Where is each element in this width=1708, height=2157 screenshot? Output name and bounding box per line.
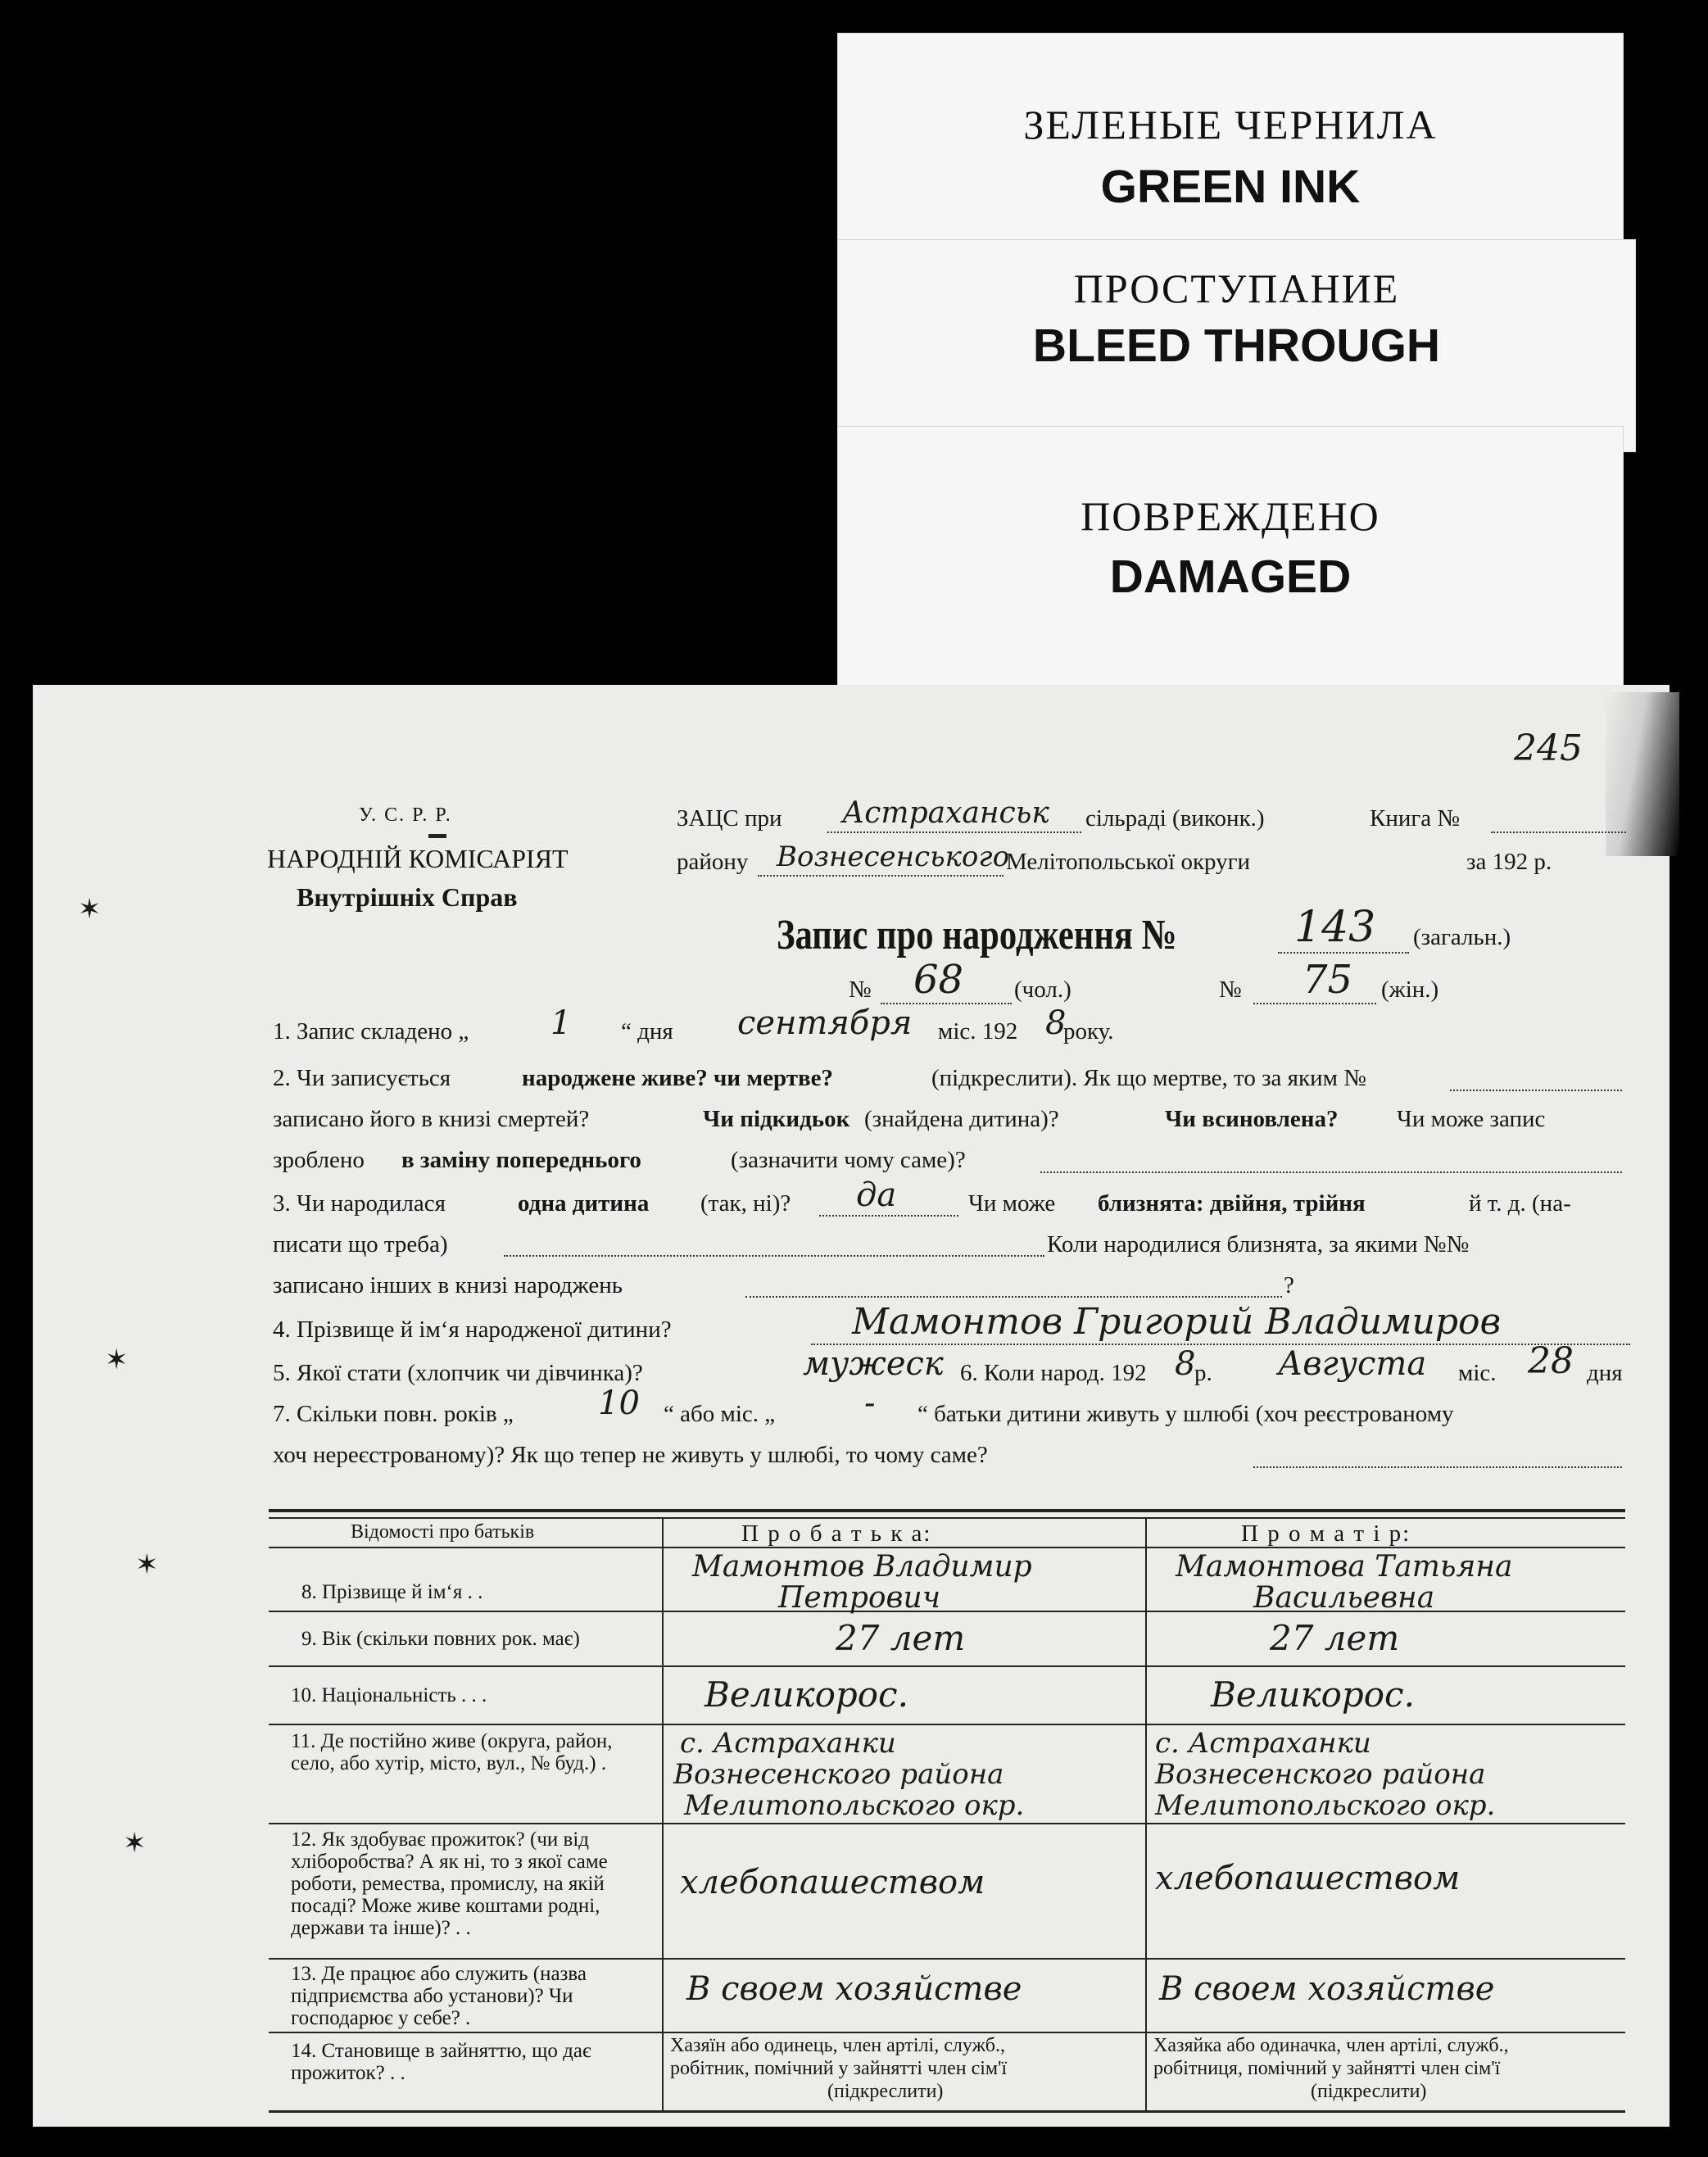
q3-line1-c: (так, ні)? xyxy=(700,1190,791,1217)
q2-line2-c: (знайдена дитина)? xyxy=(864,1106,1059,1132)
raion-prefix: району xyxy=(677,849,749,875)
zags-suffix: сільраді (виконк.) xyxy=(1085,805,1265,832)
father-residence-line3: Мелитопольского окр. xyxy=(684,1789,1025,1822)
table-header-father: П р о б а т ь к а: xyxy=(741,1520,932,1547)
q6-day: 28 xyxy=(1528,1340,1574,1382)
punch-hole-mark: ✶ xyxy=(78,893,102,926)
father-status-line2: робітник, помічний у зайнятті член сім'ї xyxy=(670,2058,1008,2079)
female-number-blank xyxy=(1253,1003,1376,1004)
mother-livelihood: хлебопашеством xyxy=(1155,1860,1461,1897)
q7-line1-b: “ або міс. „ xyxy=(664,1401,776,1427)
female-number-label: (жін.) xyxy=(1381,977,1439,1003)
female-number-sign: № xyxy=(1219,977,1242,1003)
q1-year-digit: 8 xyxy=(1045,1004,1067,1042)
table-header-info: Відомості про батьків xyxy=(351,1521,535,1543)
q1-label-c: міс. 192 xyxy=(938,1018,1018,1045)
punch-hole-mark: ✶ xyxy=(105,1344,129,1376)
mother-nationality: Великорос. xyxy=(1211,1674,1415,1715)
q2-line2-a: записано його в книзі смертей? xyxy=(273,1106,590,1132)
mother-status-line1: Хазяйка або одиначка, член артілі, служб., xyxy=(1153,2035,1509,2056)
header-dash xyxy=(428,834,446,838)
mother-residence-line3: Мелитопольского окр. xyxy=(1155,1789,1496,1822)
female-number: 75 xyxy=(1303,957,1353,1003)
q2-line1-b: народжене живе? чи мертве? xyxy=(522,1065,834,1091)
page-number: 245 xyxy=(1514,727,1583,769)
father-workplace: В своем хозяйстве xyxy=(686,1970,1022,2008)
zags-prefix: ЗАЦС при xyxy=(677,805,782,832)
damaged-label-en: DAMAGED xyxy=(1109,551,1352,603)
record-title: Запис про народження № xyxy=(777,912,1177,958)
damaged-label-ru: ПОВРЕЖДЕНО xyxy=(1081,493,1380,539)
q2-line3-b: в заміну попереднього xyxy=(401,1147,641,1173)
table-header-mother: П р о м а т і р: xyxy=(1241,1520,1411,1547)
q3-line1-b: одна дитина xyxy=(518,1190,650,1217)
q3-line1-d: Чи може xyxy=(968,1190,1056,1217)
table-row-divider xyxy=(269,1665,1625,1667)
q2-line2-e: Чи може запис xyxy=(1397,1106,1546,1132)
header-commissariat: НАРОДНІЙ КОМІСАРІЯТ xyxy=(267,844,569,873)
table-top-border xyxy=(269,1509,1625,1512)
table-row-divider xyxy=(269,1823,1625,1824)
row-label-livelihood: 12. Як здобуває прожиток? (чи від хліборобства? А як ні, то з якої саме роботи, ремества, промислу, на якій посаді? Може живе коштами родні, держави та інше)? . . xyxy=(291,1828,608,1939)
table-bottom-border xyxy=(269,2110,1625,2113)
q3-line2-blank xyxy=(504,1255,1044,1257)
table-row-divider xyxy=(269,1958,1625,1960)
q6-label: 6. Коли народ. 192 xyxy=(960,1360,1147,1386)
q2-line2-d: Чи всиновлена? xyxy=(1165,1106,1339,1132)
q2-line3-blank xyxy=(1040,1171,1622,1173)
q3-line3-b: ? xyxy=(1284,1272,1294,1298)
q7-line2-blank xyxy=(1253,1466,1622,1468)
record-number-suffix: (загальн.) xyxy=(1413,924,1511,950)
row-label-residence: 11. Де постійно живе (округа, район, село, або хутір, місто, вул., № буд.) . xyxy=(291,1730,613,1774)
father-residence-line1: с. Астраханки xyxy=(680,1727,896,1760)
mother-name-line2: Васильевна xyxy=(1253,1581,1435,1615)
q1-label-b: “ дня xyxy=(621,1018,673,1045)
table-column-divider xyxy=(662,1517,664,2110)
header-internal-affairs: Внутрішніх Справ xyxy=(297,882,518,912)
father-age: 27 лет xyxy=(836,1618,966,1658)
male-number-sign: № xyxy=(849,977,872,1003)
q3-line2-b: Коли народилися близнята, за якими №№ xyxy=(1047,1231,1470,1257)
table-column-divider xyxy=(1145,1517,1147,2110)
mother-name-line1: Мамонтова Татьяна xyxy=(1176,1550,1513,1584)
punch-hole-mark: ✶ xyxy=(135,1548,159,1581)
q1-month: сентября xyxy=(737,1004,913,1042)
zags-blank xyxy=(827,832,1081,833)
q3-line1-a: 3. Чи народилася xyxy=(273,1190,446,1217)
raion-value: Вознесенського xyxy=(777,841,1010,873)
row-label-nationality: 10. Національність . . . xyxy=(291,1684,487,1706)
q2-line3-c: (зазначити чому саме)? xyxy=(731,1147,966,1173)
raion-blank xyxy=(758,875,1004,877)
father-status-line3: (підкреслити) xyxy=(827,2081,944,2102)
q4-label: 4. Прізвище й ім‘я народженої дитини? xyxy=(273,1316,672,1343)
q4-answer: Мамонтов Григорий Владимиров xyxy=(852,1301,1502,1343)
punch-hole-mark: ✶ xyxy=(123,1827,147,1860)
mother-residence-line1: с. Астраханки xyxy=(1155,1727,1371,1760)
table-row-divider xyxy=(269,2032,1625,2033)
header-ussr: У. С. Р. Р. xyxy=(359,804,452,826)
green-ink-label-en: GREEN INK xyxy=(1100,161,1361,213)
bleed-through-label-ru: ПРОСТУПАНИЕ xyxy=(1073,265,1400,311)
book-number-label: Книга № xyxy=(1370,805,1461,832)
q1-label-d: року. xyxy=(1063,1018,1114,1045)
father-nationality: Великорос. xyxy=(704,1674,908,1715)
raion-year: за 192 р. xyxy=(1466,849,1552,875)
mother-status-line2: робітниця, помічний у зайнятті член сім'ї xyxy=(1153,2058,1501,2079)
table-row-divider xyxy=(269,1724,1625,1725)
row-label-occupation-status: 14. Становище в зайняттю, що дає прожиток? . . xyxy=(291,2040,591,2084)
bleed-through-label xyxy=(837,239,1636,452)
row-label-workplace: 13. Де працює або служить (назва підприємства або установи)? Чи господарює у себе? . xyxy=(291,1963,587,2029)
record-number-blank xyxy=(1278,952,1409,954)
q2-line1-blank xyxy=(1450,1090,1622,1091)
zags-value: Астраханськ xyxy=(842,796,1049,830)
row-label-age: 9. Вік (скільки повних рок. має) xyxy=(301,1628,580,1650)
father-name-line2: Петрович xyxy=(778,1581,941,1615)
q2-line1-c: (підкреслити). Як що мертве, то за яким № xyxy=(931,1065,1366,1091)
record-number: 143 xyxy=(1294,903,1376,952)
q3-line1-e: близнята: двійня, трійня xyxy=(1098,1190,1366,1217)
mother-status-line3: (підкреслити) xyxy=(1311,2081,1427,2102)
father-livelihood: хлебопашеством xyxy=(680,1864,985,1901)
q6-year-suffix: р. xyxy=(1194,1360,1212,1386)
q6-month: Августа xyxy=(1278,1345,1427,1383)
table-top-border-inner xyxy=(269,1517,1625,1519)
father-residence-line2: Вознесенского района xyxy=(673,1758,1004,1791)
mother-residence-line2: Вознесенского района xyxy=(1155,1758,1486,1791)
q7-line1-a: 7. Скільки повн. років „ xyxy=(273,1401,514,1427)
book-number-blank xyxy=(1491,832,1626,833)
father-name-line1: Мамонтов Владимир xyxy=(692,1550,1032,1584)
green-ink-label-ru: ЗЕЛЕНЫЕ ЧЕРНИЛА xyxy=(1023,102,1438,147)
q3-line3-a: записано інших в книзі народжень xyxy=(273,1272,623,1298)
q2-line3-a: зроблено xyxy=(273,1147,365,1173)
q7-line2: хоч нереєстрованому)? Як що тепер не живуть у шлюбі, то чому саме? xyxy=(273,1442,988,1468)
q3-line3-blank xyxy=(745,1296,1282,1298)
male-number: 68 xyxy=(913,957,964,1003)
q2-line2-b: Чи підкидьок xyxy=(703,1106,850,1132)
q1-day: 1 xyxy=(550,1004,572,1042)
table-header-divider xyxy=(269,1547,1625,1548)
row-label-name: 8. Прізвище й ім‘я . . xyxy=(301,1581,483,1603)
q3-answer-blank xyxy=(819,1215,958,1217)
q6-day-label: дня xyxy=(1587,1360,1623,1386)
q3-line2-a: писати що треба) xyxy=(273,1231,448,1257)
raion-suffix: Мелітопольської округи xyxy=(1006,849,1251,875)
mother-workplace: В своем хозяйстве xyxy=(1159,1970,1495,2008)
mother-age: 27 лет xyxy=(1270,1618,1400,1658)
q1-label-a: 1. Запис складено „ xyxy=(273,1018,469,1045)
q3-answer: да xyxy=(856,1176,897,1214)
q2-line1-a: 2. Чи записується xyxy=(273,1065,451,1091)
damaged-label xyxy=(837,426,1624,696)
q7-years: 10 xyxy=(598,1384,640,1422)
male-number-label: (чол.) xyxy=(1014,977,1071,1003)
bleed-through-label-en: BLEED THROUGH xyxy=(1032,319,1441,372)
q5-label: 5. Якої стати (хлопчик чи дівчинка)? xyxy=(273,1360,643,1386)
q7-months: - xyxy=(864,1384,876,1422)
father-status-line1: Хазяїн або одинець, член артілі, служб., xyxy=(670,2035,1005,2056)
q7-line1-c: “ батьки дитини живуть у шлюбі (хоч реєстрованому xyxy=(917,1401,1454,1427)
q6-month-label: міс. xyxy=(1458,1360,1497,1386)
q6-year-digit: 8 xyxy=(1175,1345,1196,1383)
q5-answer: мужеск xyxy=(803,1345,944,1383)
q3-line1-f: й т. д. (на- xyxy=(1469,1190,1571,1217)
